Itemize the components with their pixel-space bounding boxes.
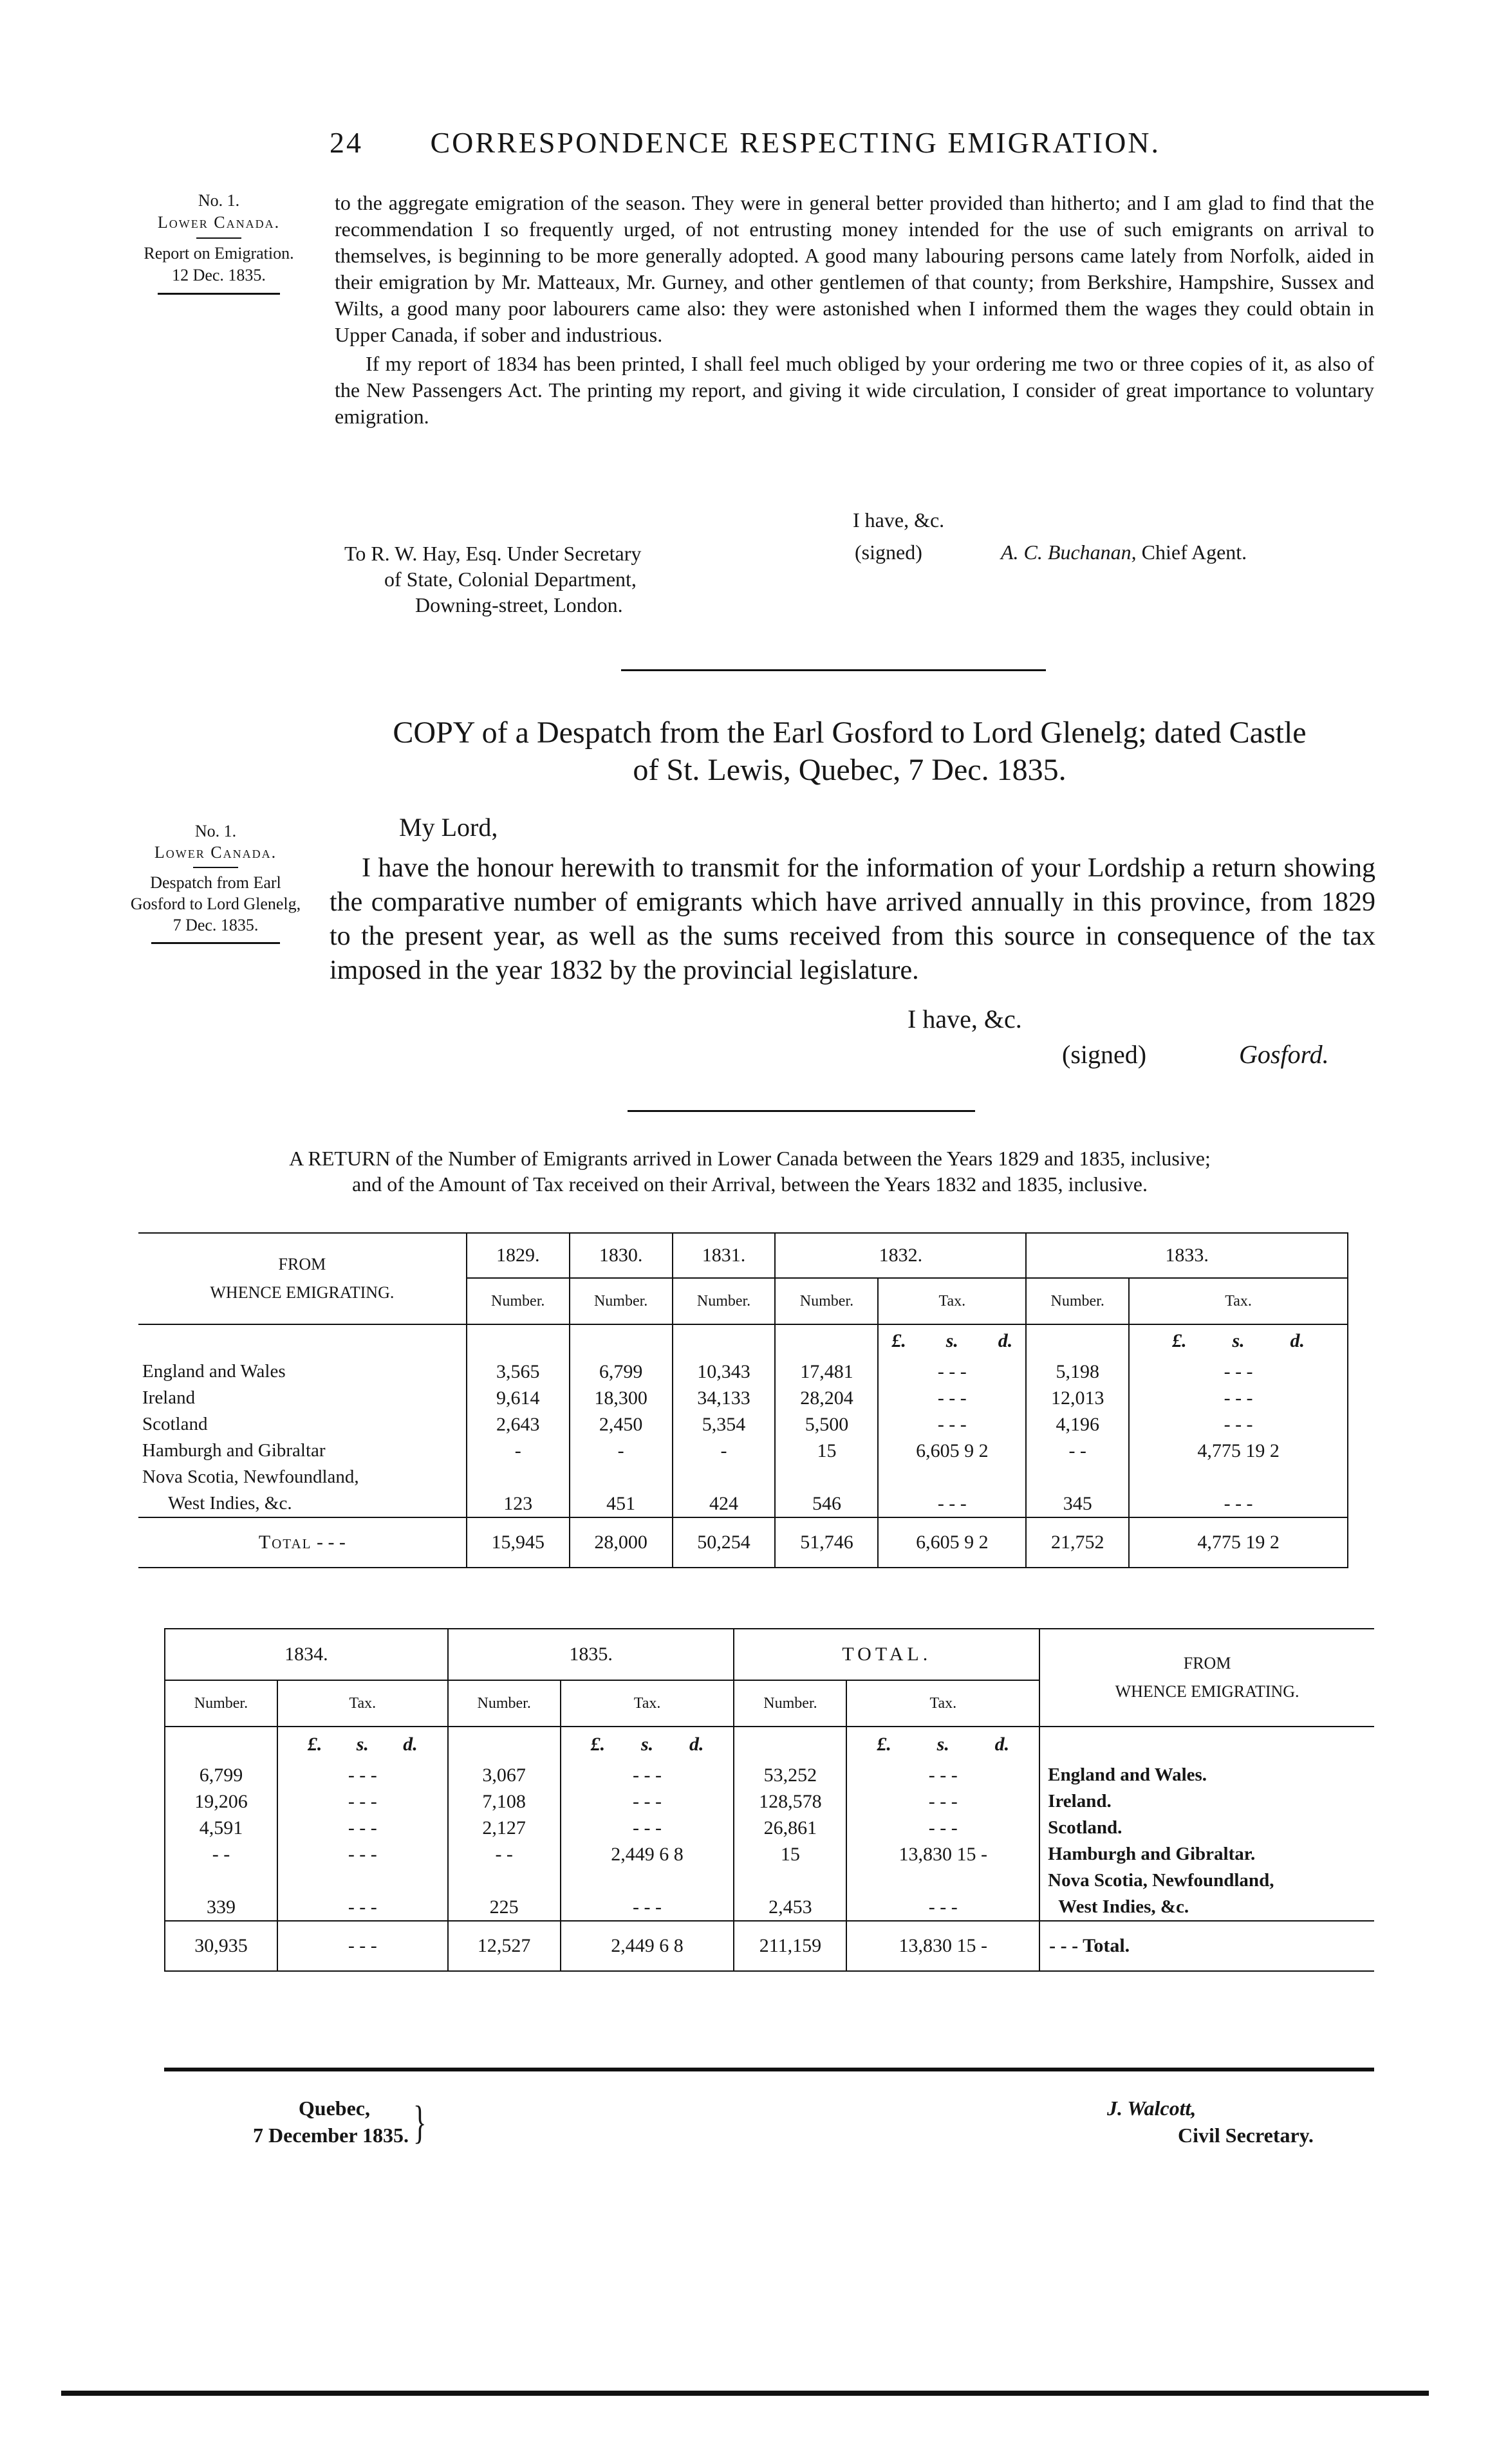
cell: 2,643 [496,1414,540,1435]
cell [738,1867,842,1894]
cell: 9,614 [496,1387,540,1409]
grand-total: 211,159 [734,1921,846,1971]
brace-icon: } [413,2097,427,2148]
total-1834: 30,935 [165,1921,277,1971]
from-header-line: WHENCE EMIGRATING. [210,1283,395,1302]
currency-header [565,1734,730,1762]
cell: - - - [937,1414,967,1435]
cell: 6,799 [199,1765,243,1786]
cell: 15 [817,1440,837,1461]
cell: 546 [812,1493,841,1514]
cell [471,1464,565,1490]
origin-label: Scotland. [1048,1817,1122,1838]
grand-total-tax: 13,830 15 - [846,1921,1039,1971]
cell [851,1867,1035,1894]
grand-total-header: TOTAL. [734,1629,1039,1680]
total-1835-tax: 2,449 6 8 [561,1921,734,1971]
cell: 3,067 [482,1765,526,1786]
cell: - - [212,1844,230,1865]
pounds-label: £. [877,1734,891,1755]
origin-label: West Indies, &c. [168,1493,292,1514]
cell: 128,578 [759,1791,822,1812]
cell: 5,354 [702,1414,746,1435]
cell: - - - [937,1387,967,1409]
cell: - - - [1224,1493,1253,1514]
tax-col-header: Tax. [1129,1278,1348,1324]
cell: 123 [503,1493,533,1514]
pence-label: d. [998,1330,1013,1351]
cell [574,1464,668,1490]
cell: - - [1068,1440,1086,1461]
cell: - - - [937,1361,967,1382]
currency-header [1133,1330,1343,1358]
cell: 26,861 [763,1817,817,1839]
cell: 17,481 [800,1361,853,1382]
year-1833-header: 1833. [1026,1233,1348,1278]
cell: 34,133 [697,1387,750,1409]
year-1829-header: 1829. [467,1233,570,1278]
section-divider [621,669,1046,671]
cell: 28,204 [800,1387,853,1409]
cell: - - - [928,1896,958,1918]
pence-label: d. [689,1734,704,1755]
cell: 2,449 6 8 [611,1844,684,1865]
cell: 2,127 [482,1817,526,1839]
cell: 12,013 [1050,1387,1104,1409]
table-bottom-rule [164,2068,1374,2071]
return-title-line: A RETURN of the Number of Emigrants arrived in Lower Canada between the Years 1829 and 1835, inclusive; [289,1147,1211,1170]
sidenote-rule [158,293,280,295]
currency-header [851,1734,1035,1762]
cell: - - - [348,1791,377,1812]
origin-label: Hamburgh and Gibraltar [142,1440,326,1461]
total-1833-tax: 4,775 19 2 [1129,1517,1348,1568]
despatch-title-line: of St. Lewis, Quebec, 7 Dec. 1835. [633,753,1066,787]
origin-label: Nova Scotia, Newfoundland, [1048,1870,1274,1891]
sidenote-province: Lower Canada. [157,213,281,232]
pence-label: d. [994,1734,1010,1755]
col-1833-tax [1129,1324,1348,1517]
tax-col-header: Tax. [878,1278,1026,1324]
col-1832-tax [878,1324,1026,1517]
cell: - - - [348,1844,377,1865]
from-header-line: FROM [1183,1654,1231,1672]
footer-signatory-name: J. Walcott, [1107,2097,1197,2120]
sidenote-province: Lower Canada. [154,843,277,862]
total-1829: 15,945 [467,1517,570,1568]
cell: - - - [633,1791,662,1812]
cell: 5,500 [805,1414,849,1435]
origin-label: England and Wales [142,1361,286,1382]
cell: - [720,1440,727,1461]
pence-label: d. [403,1734,418,1755]
cell: 53,252 [763,1765,817,1786]
total-1834-tax: - - - [277,1921,448,1971]
cell: - - - [348,1817,377,1839]
sidenote-date: 12 Dec. 1835. [172,266,266,284]
number-col-header: Number. [467,1278,570,1324]
cell: 7,108 [482,1791,526,1812]
sidenote-rule [151,942,280,944]
cell: 345 [1063,1493,1092,1514]
footer-date: 7 December 1835. [253,2124,409,2147]
shillings-label: s. [356,1734,369,1755]
shillings-label: s. [1232,1330,1245,1351]
col-1835-number [448,1727,561,1921]
number-col-header: Number. [775,1278,878,1324]
cell: 19,206 [194,1791,248,1812]
despatch-salutation: My Lord, [399,813,498,842]
year-1835-header: 1835. [448,1629,734,1680]
number-col-header: Number. [673,1278,776,1324]
col-1835-tax [561,1727,734,1921]
year-1830-header: 1830. [570,1233,673,1278]
cell: - [514,1440,521,1461]
cell: - - - [348,1896,377,1918]
addressee-line: of State, Colonial Department, [384,568,637,591]
from-header-line: WHENCE EMIGRATING. [1115,1682,1299,1701]
cell: 6,799 [599,1361,643,1382]
letter-paragraph-1: to the aggregate emigration of the season. They were in general better provided than hitherto; and I am glad to find that the recommendation I so frequently urged, of not entrusting money intended for the use of such emigrants on arrival to themselves, is beginning to be more generally adopted. A good many labouring persons came lately from Norfolk, aided in their emigration by Mr. Matteaux, Mr. Gurney, and other gentlemen of that county; from Berkshire, Hampshire, Sussex and Wilts, a good many poor labourers came also: they were astonished when I informed them the wages they could obtain in Upper Canada, if sober and industrious. [335,191,1374,346]
cell: - - - [1224,1361,1253,1382]
origin-column [1039,1727,1374,1921]
letter-signatory [1001,541,1247,564]
col-1829 [467,1324,570,1517]
footer-place: Quebec, [298,2097,370,2120]
emigration-table-1829-1833 [138,1232,1348,1568]
col-total-number [734,1727,846,1921]
origin-label: Ireland [142,1387,196,1408]
cell: - - - [1224,1387,1253,1409]
cell: 4,591 [199,1817,243,1839]
number-col-header: Number. [570,1278,673,1324]
cell: 6,605 9 2 [916,1440,989,1461]
section-divider [628,1110,975,1112]
pounds-label: £. [590,1734,606,1755]
cell: 15 [780,1844,800,1865]
currency-header [282,1734,443,1762]
despatch-closing: I have, &c. [908,1005,1022,1033]
origin-label: Ireland. [1048,1791,1112,1811]
footer-place-date [177,2095,409,2149]
cell [779,1464,873,1490]
cell [169,1867,273,1894]
number-col-header: Number. [1026,1278,1129,1324]
number-col-header: Number. [734,1680,846,1727]
year-1831-header: 1831. [673,1233,776,1278]
letter-addressee [344,541,641,618]
total-1830: 28,000 [570,1517,673,1568]
cell [1133,1464,1343,1490]
total-label: - - - Total. [1039,1921,1374,1971]
origin-label: Scotland [142,1414,208,1434]
total-1833: 21,752 [1026,1517,1129,1568]
pounds-label: £. [891,1330,906,1351]
cell: - - - [633,1896,662,1918]
cell: 225 [489,1896,519,1918]
footer-signatory-title: Civil Secretary. [1178,2124,1314,2147]
sidenote-label: Report on Emigration. [144,244,294,263]
year-1832-header: 1832. [775,1233,1026,1278]
despatch-title-line: COPY of a Despatch from the Earl Gosford to Lord Glenelg; dated Castle [393,716,1307,750]
signatory-name: A. C. Buchanan, [1001,541,1137,564]
cell: 424 [709,1493,739,1514]
return-title-line: and of the Amount of Tax received on their Arrival, between the Years 1832 and 1835, inclusive. [352,1172,1148,1196]
signatory-title: Chief Agent. [1141,541,1247,564]
cell: 2,450 [599,1414,643,1435]
page-number: 24 [329,126,363,159]
total-text: Total [258,1532,312,1553]
tax-col-header: Tax. [277,1680,448,1727]
cell [677,1464,771,1490]
cell: - - - [348,1765,377,1786]
total-1835: 12,527 [448,1921,561,1971]
tax-col-header: Tax. [846,1680,1039,1727]
total-1831: 50,254 [673,1517,776,1568]
sidenote-date: 7 Dec. 1835. [172,916,259,934]
total-label: Total - - - [138,1517,467,1568]
col-1830 [570,1324,673,1517]
col-total-tax [846,1727,1039,1921]
pounds-label: £. [307,1734,322,1755]
cell: 339 [206,1896,236,1918]
total-1832: 51,746 [775,1517,878,1568]
shillings-label: s. [640,1734,654,1755]
origin-label: West Indies, &c. [1058,1896,1189,1917]
cell: 5,198 [1056,1361,1099,1382]
origin-label: England and Wales. [1048,1765,1207,1785]
cell: - - - [928,1791,958,1812]
shillings-label: s. [945,1330,958,1351]
letter-body [335,190,1374,430]
sidenote-divider [193,867,238,868]
cell: - - - [633,1817,662,1839]
sidenote-number: No. 1. [194,822,237,840]
pounds-label: £. [1172,1330,1187,1351]
total-1832-tax: 6,605 9 2 [878,1517,1026,1568]
despatch-title [322,714,1377,789]
cell: - - - [633,1765,662,1786]
tax-col-header: Tax. [561,1680,734,1727]
despatch-signatory: Gosford. [1239,1040,1329,1069]
cell: 2,453 [768,1896,812,1918]
emigration-table-1834-1835-total [164,1628,1374,1972]
cell [282,1867,443,1894]
cell: - - - [928,1765,958,1786]
page-header [0,125,1490,160]
pence-label: d. [1290,1330,1305,1351]
cell: - - - [937,1493,967,1514]
cell: 4,775 19 2 [1197,1440,1280,1461]
cell: 10,343 [697,1361,750,1382]
sidenote-despatch [129,820,303,944]
sidenote-divider [196,237,241,239]
cell: 13,830 15 - [899,1844,988,1865]
from-header [1039,1629,1374,1727]
cell: 18,300 [594,1387,647,1409]
cell: 4,196 [1056,1414,1099,1435]
currency-header [882,1330,1021,1358]
sidenote-report [135,190,303,295]
number-col-header: Number. [448,1680,561,1727]
col-1831 [673,1324,776,1517]
col-1833-number [1026,1324,1129,1517]
sidenote-number: No. 1. [198,191,240,210]
letter-signed: (signed) [855,541,922,564]
cell: - - - [1224,1414,1253,1435]
addressee-line: Downing-street, London. [415,593,623,616]
letter-closing: I have, &c. [853,508,945,532]
page-bottom-rule [61,2391,1429,2396]
cell: - - - [928,1817,958,1839]
col-1834-tax [277,1727,448,1921]
shillings-label: s. [936,1734,949,1755]
cell: 451 [606,1493,636,1514]
cell [565,1867,730,1894]
from-header-line: FROM [278,1255,326,1274]
despatch-signed: (signed) [1062,1040,1147,1069]
cell: - [617,1440,624,1461]
cell [1030,1464,1124,1490]
year-1834-header: 1834. [165,1629,448,1680]
letter-paragraph-2: If my report of 1834 has been printed, I shall feel much obliged by your ordering me two or three copies of it, as also of the New Passengers Act. The printing my report, and giving it wide circulation, I consider of great importance to voluntary emigration. [335,352,1374,428]
origin-label: Nova Scotia, Newfoundland, [142,1467,359,1487]
cell [452,1867,556,1894]
footer-signatory [1107,2095,1314,2149]
number-col-header: Number. [165,1680,277,1727]
despatch-body: I have the honour herewith to transmit for the information of your Lordship a return showing the comparative number of emigrants which have arrived annually in this province, from 1829 to the present year, as well as the sums received from this source in consequence of the tax imposed in the year 1832 by the provincial legislature. [330,853,1375,985]
return-title [129,1145,1371,1197]
sidenote-label: Despatch from Earl Gosford to Lord Glenelg, [130,873,301,913]
addressee-line: To R. W. Hay, Esq. Under Secretary [344,542,642,565]
cell: - - [495,1844,513,1865]
page-title: CORRESPONDENCE RESPECTING EMIGRATION. [430,126,1161,159]
col-1834-number [165,1727,277,1921]
cell [882,1464,1021,1490]
col-1832-number [775,1324,878,1517]
origin-label: Hamburgh and Gibraltar. [1048,1844,1256,1864]
cell: 3,565 [496,1361,540,1382]
origin-column [138,1324,467,1517]
from-header [138,1233,467,1324]
